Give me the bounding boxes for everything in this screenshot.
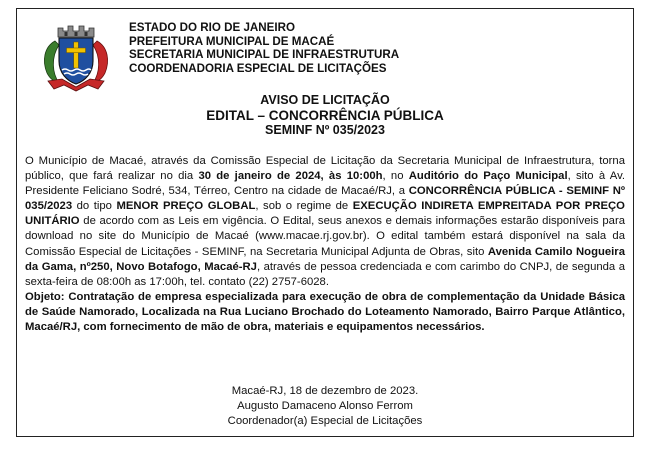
notice-body [25,154,625,335]
notice-paragraph: O Município de Macaé, através da Comissão Especial de Licitação da Secretaria Municipal de Infraestrutura, torna público, que fará realizar no dia 30 de janeiro de 2024, às 10:00h, no Auditório do Paço Municipal, sito à Av. Presidente Feliciano Sodré, 534, Térreo, Centro na cidade de Macaé/RJ, a CONCORRÊNCIA PÚBLICA - SEMINF Nº 035/2023 do tipo MENOR PREÇO GLOBAL, sob o regime de EXECUÇÃO INDIRETA EMPREITADA POR PREÇO UNITÁRIO de acordo com as Leis em vigência. O Edital, seus anexos e demais informações estarão disponíveis para download no site do Município de Macaé (www.macae.rj.gov.br). O edital também estará disponível na sala da Comissão Especial de Licitações - SEMINF, na Secretaria Municipal Adjunta de Obras, sito Avenida Camilo Nogueira da Gama, nº250, Novo Botafogo, Macaé-RJ, através de pessoa credenciada e com carimbo do CNPJ, de segunda a sexta-feira de 08:00h as 17:00h, tel. contato (22) 2757-6028. [25,155,626,288]
notice-heading: AVISO DE LICITAÇÃO [260,93,390,107]
execution-regime: EXECUÇÃO INDIRETA EMPREITADA POR PREÇO UNITÁRIO [25,200,625,228]
tender-type: MENOR PREÇO GLOBAL [116,200,256,213]
pickup-address: Avenida Camilo Nogueira da Gama, nº250, Novo Botafogo, Macaé-RJ [25,245,625,273]
session-date: 30 de janeiro de 2024, às 10:00h [198,170,383,183]
header-coordination: COORDENADORIA ESPECIAL DE LICITAÇÕES [129,61,387,75]
header-secretariat: SECRETARIA MUNICIPAL DE INFRAESTRUTURA [129,48,400,62]
signatory-name: Augusto Damaceno Alonso Ferrom [237,400,413,413]
notice-titles [17,93,633,138]
tender-id: CONCORRÊNCIA PÚBLICA - SEMINF Nº 035/2023 [25,185,625,213]
edital-title: EDITAL – CONCORRÊNCIA PÚBLICA [206,108,444,123]
notice-object: Objeto: Contratação de empresa especializada para execução de obra de complementação da Unidade Básica de Saúde Namorado, Localizada na Rua Luciano Brochado do Loteamento Namorado, Bairro Parque Atlântico, Macaé/RJ, com fornecimento de mão de obra, materiais e equipamentos necessários. [25,290,625,334]
edital-number: SEMINF Nº 035/2023 [265,123,385,137]
coat-of-arms-icon [38,21,114,93]
signature-block [17,384,633,429]
signature-date: Macaé-RJ, 18 de dezembro de 2023. [231,385,419,397]
signatory-role: Coordenador(a) Especial de Licitações [227,415,423,428]
header-prefecture: PREFEITURA MUNICIPAL DE MACAÉ [129,34,335,48]
notice-frame [16,8,634,437]
header-state: ESTADO DO RIO DE JANEIRO [129,21,295,34]
issuing-authority [129,21,399,75]
session-venue: Auditório do Paço Municipal [408,170,568,183]
